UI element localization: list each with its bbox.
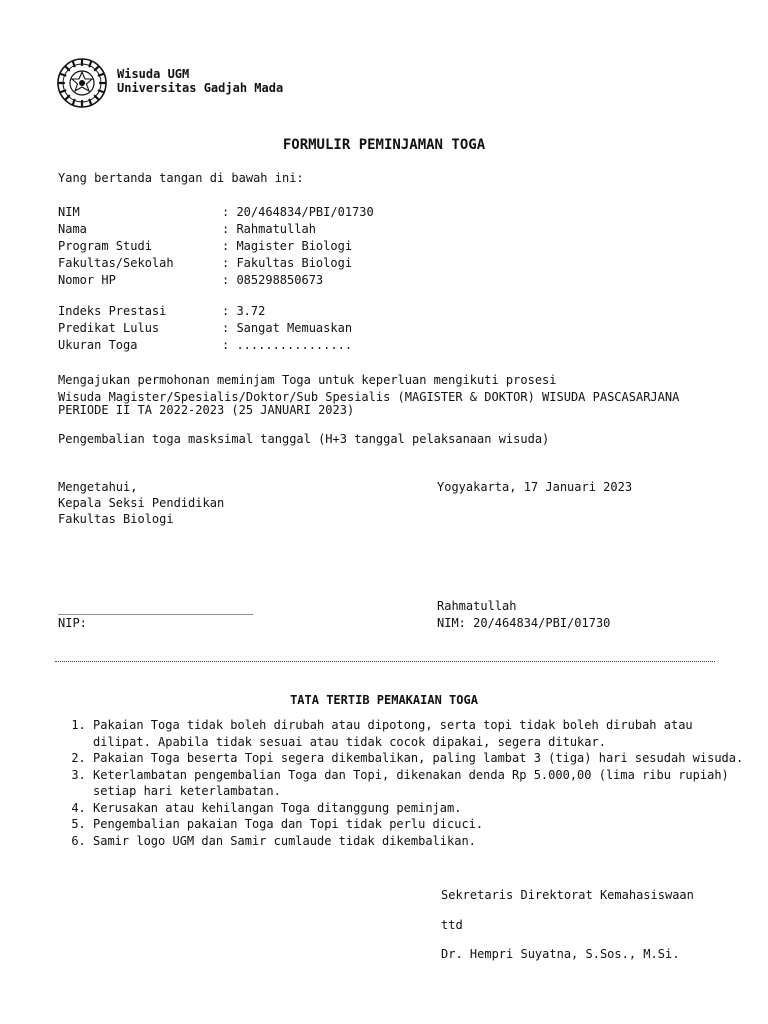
request-line-3: PERIODE II TA 2022-2023 (25 JANUARI 2023) [58, 403, 355, 417]
field-row-fakultas [58, 255, 374, 272]
field-label: Ukuran Toga [58, 338, 138, 352]
header-line-1: Wisuda UGM [117, 67, 190, 81]
applicant-name: Rahmatullah [437, 599, 517, 613]
field-value: : 3.72 [222, 304, 266, 318]
rules-title: TATA TERTIB PEMAKAIAN TOGA [290, 693, 478, 707]
field-row-predikat-lulus [58, 320, 352, 337]
field-value: : 20/464834/PBI/01730 [222, 205, 374, 219]
ugm-logo-icon [56, 57, 108, 109]
list-item: 1. Pakaian Toga tidak boleh dirubah atau dipotong, serta topi tidak boleh dirubah atau dilipat. Apabila tidak sesuai atau tidak cocok dipakai, segera ditukar. [93, 717, 748, 750]
request-line-1: Mengajukan permohonan meminjam Toga untuk keperluan mengikuti prosesi [58, 373, 557, 387]
applicant-nim: NIM: 20/464834/PBI/01730 [437, 616, 611, 630]
place-date: Yogyakarta, 17 Januari 2023 [437, 480, 633, 494]
rules-list [63, 717, 748, 849]
intro-text: Yang bertanda tangan di bawah ini: [58, 171, 304, 185]
left-signature-block [58, 479, 224, 527]
return-note: Pengembalian toga masksimal tanggal (H+3 tanggal pelaksanaan wisuda) [58, 432, 550, 446]
secretary-ttd: ttd [441, 918, 463, 932]
identity-fields [58, 204, 374, 289]
acknowledged-label: Mengetahui, [58, 480, 138, 494]
field-row-program-studi [58, 238, 374, 255]
list-item: 5. Pengembalian pakaian Toga dan Topi tidak perlu dicuci. [93, 816, 748, 833]
field-value: : Sangat Memuaskan [222, 321, 353, 335]
field-value: : 085298850673 [222, 273, 324, 287]
left-signature-line: ___________________________ [58, 601, 254, 615]
field-label: Indeks Prestasi [58, 304, 167, 318]
field-row-nomor-hp [58, 272, 374, 289]
acknowledger-position: Kepala Seksi Pendidikan [58, 496, 225, 510]
request-line-2: Wisuda Magister/Spesialis/Doktor/Sub Spesialis (MAGISTER & DOKTOR) WISUDA PASCASARJANA [58, 390, 680, 404]
header-line-2: Universitas Gadjah Mada [117, 81, 284, 95]
field-value: : ................ [222, 338, 353, 352]
field-value: : Fakultas Biologi [222, 256, 353, 270]
field-label: NIM [58, 205, 80, 219]
field-value: : Magister Biologi [222, 239, 353, 253]
field-label: Nama [58, 222, 87, 236]
field-label: Fakultas/Sekolah [58, 256, 174, 270]
field-row-nama [58, 221, 374, 238]
form-title: FORMULIR PEMINJAMAN TOGA [282, 137, 486, 153]
institution-header [117, 67, 283, 95]
acknowledger-faculty: Fakultas Biologi [58, 512, 174, 526]
field-row-nim [58, 204, 374, 221]
list-item: 2. Pakaian Toga beserta Topi segera dikembalikan, paling lambat 3 (tiga) hari sesudah wisuda. [93, 750, 748, 767]
field-value: : Rahmatullah [222, 222, 316, 236]
field-label: Nomor HP [58, 273, 116, 287]
dotted-divider [55, 661, 715, 662]
academic-fields [58, 303, 352, 354]
field-label: Program Studi [58, 239, 152, 253]
list-item: 6. Samir logo UGM dan Samir cumlaude tidak dikembalikan. [93, 833, 748, 850]
field-row-ukuran-toga [58, 337, 352, 354]
list-item: 3. Keterlambatan pengembalian Toga dan Topi, dikenakan denda Rp 5.000,00 (lima ribu rupiah) setiap hari keterlambatan. [93, 767, 748, 800]
field-row-indeks-prestasi [58, 303, 352, 320]
secretary-name: Dr. Hempri Suyatna, S.Sos., M.Si. [441, 947, 680, 961]
nip-label: NIP: [58, 616, 87, 630]
field-label: Predikat Lulus [58, 321, 160, 335]
list-item: 4. Kerusakan atau kehilangan Toga ditanggung peminjam. [93, 800, 748, 817]
secretary-title: Sekretaris Direktorat Kemahasiswaan [441, 888, 694, 902]
